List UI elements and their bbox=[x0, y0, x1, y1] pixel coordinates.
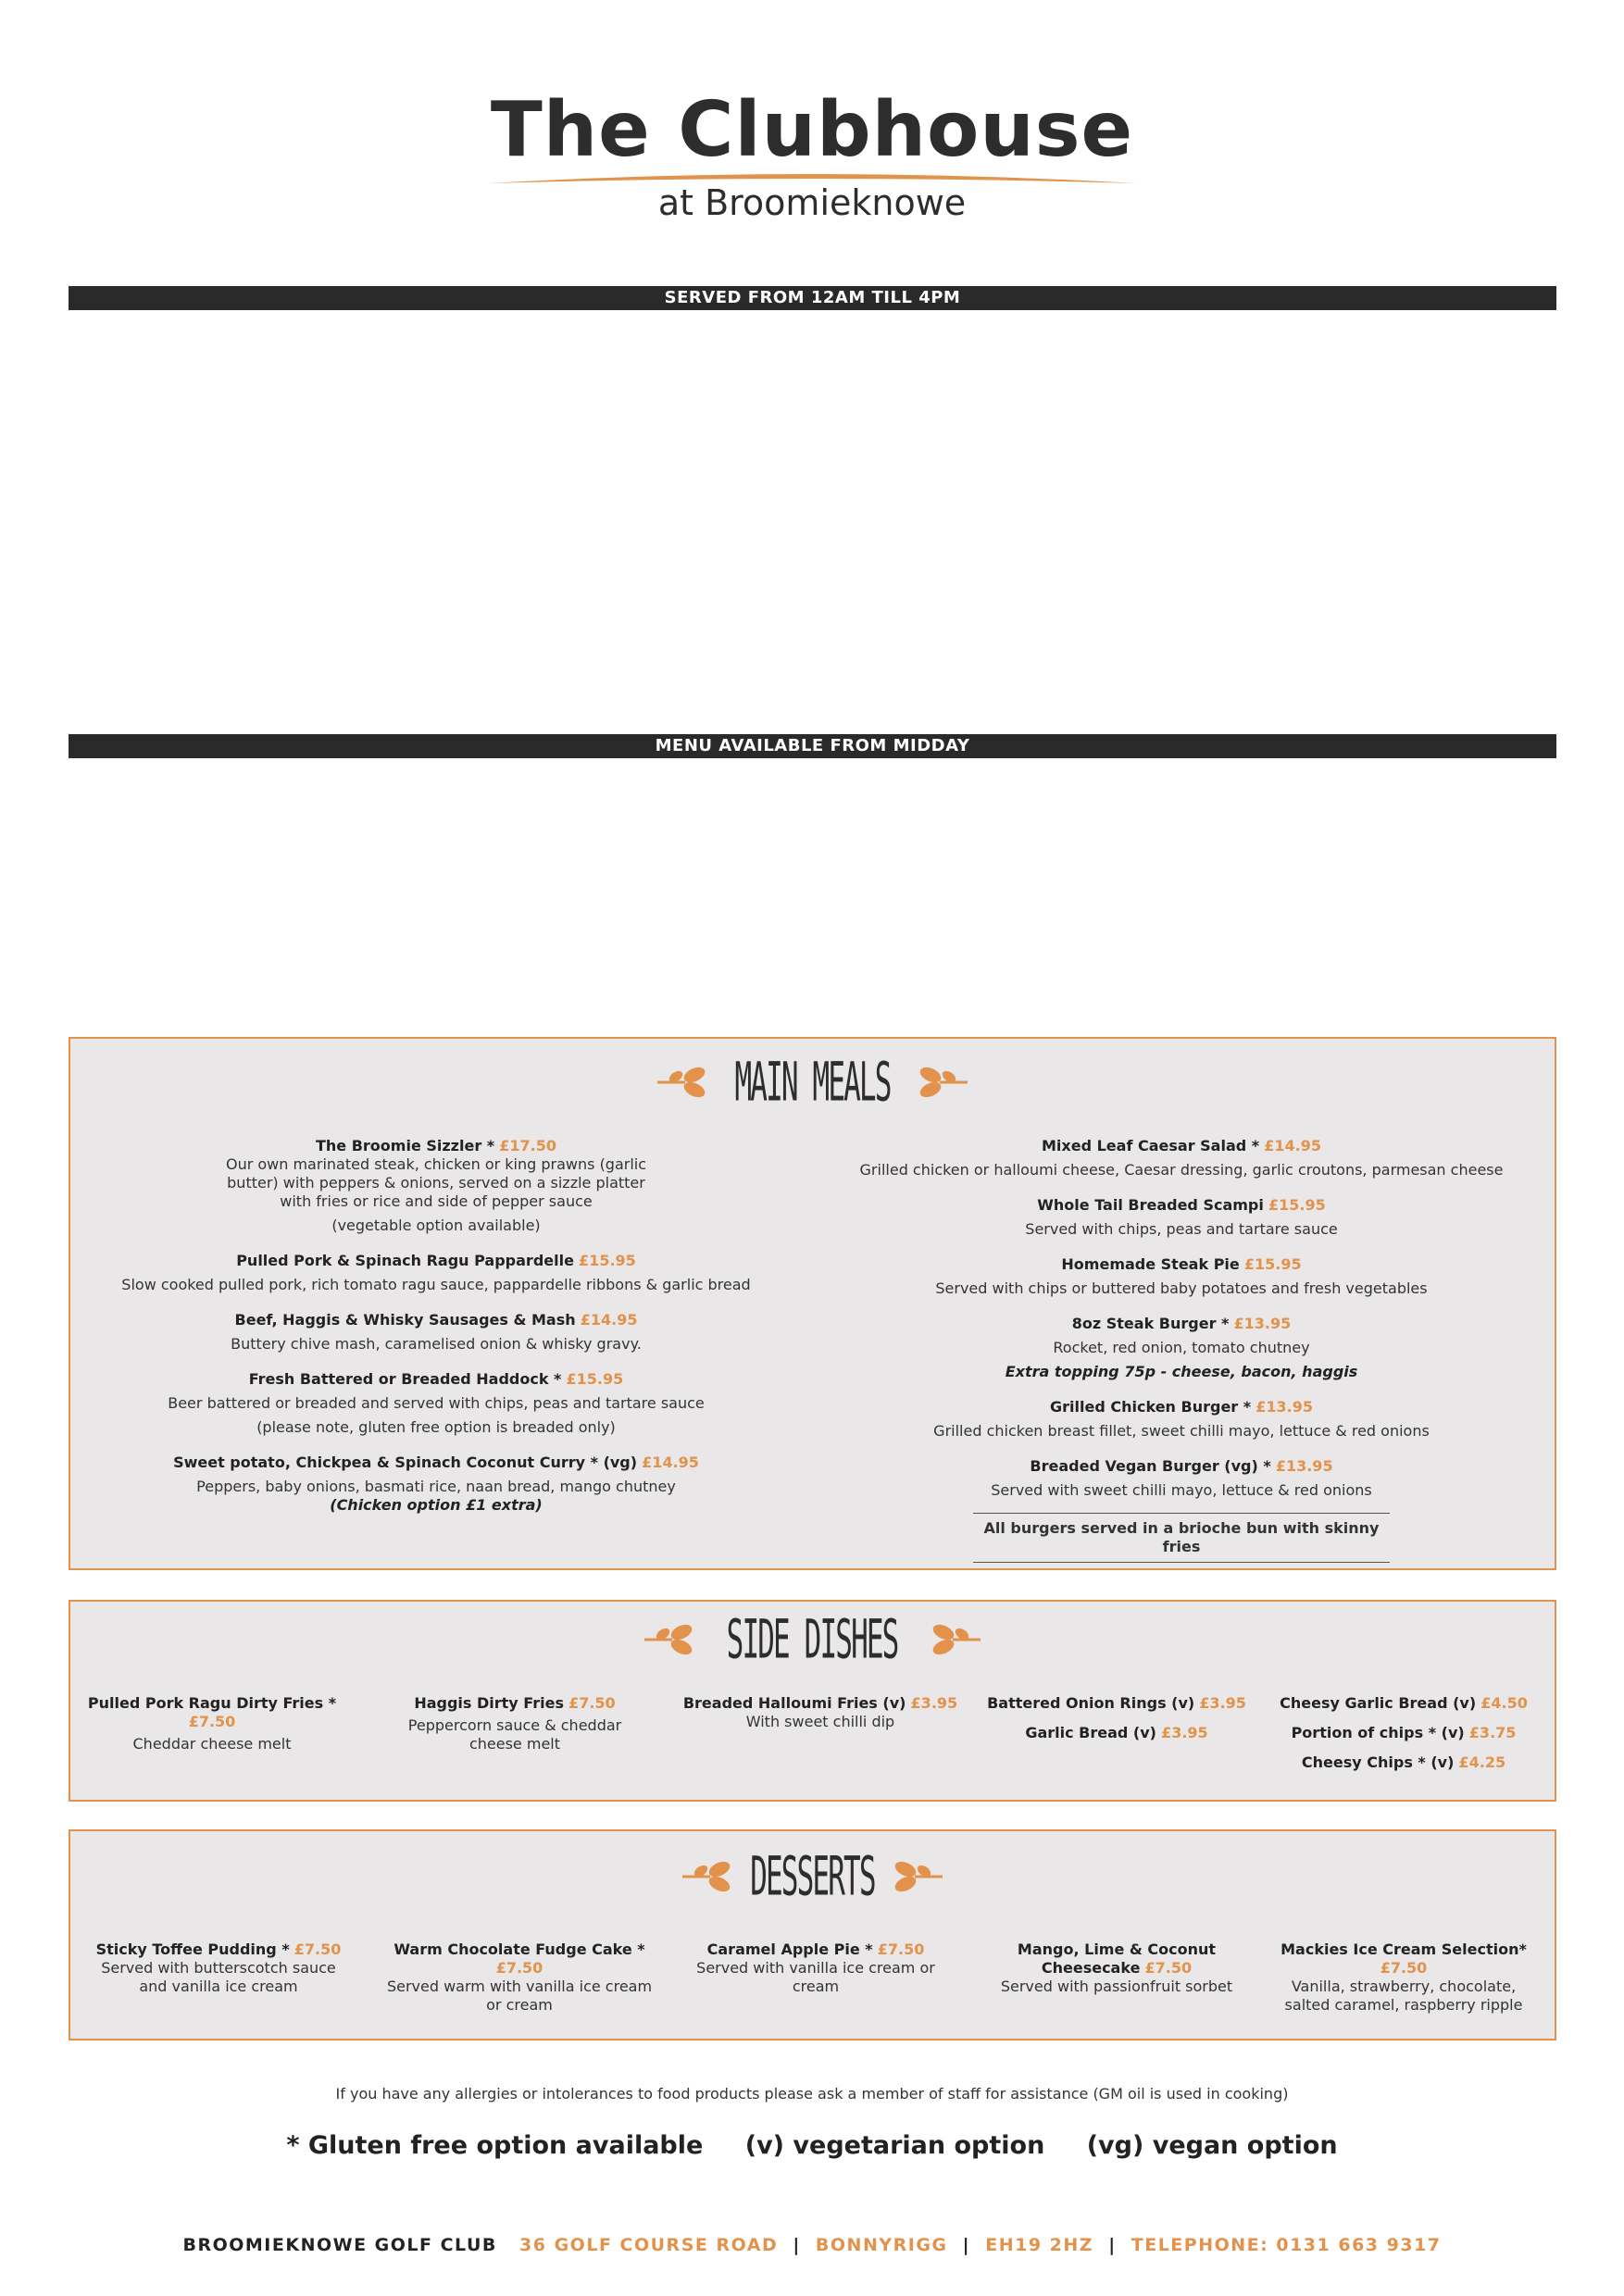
item-desc: Chipotle mash, creamy tomato & smoked paprika sauce bbox=[1345, 892, 1538, 946]
club-name: BROOMIEKNOWE GOLF CLUB bbox=[182, 2235, 497, 2255]
desserts-heading-text: DESSERTS bbox=[750, 1845, 875, 1908]
item-desc: Served with crusty roll and butter bbox=[99, 910, 266, 946]
item-desc: Grilled chicken breast fillet, sweet chilli mayo, lettuce & red onions bbox=[933, 1422, 1430, 1440]
item-name: Haggis Dirty Fries bbox=[414, 1694, 564, 1712]
sides-col-5 bbox=[1265, 1694, 1543, 1785]
leaf-right-icon bbox=[916, 1066, 968, 1099]
item-name: Grilled Chicken Burger * bbox=[1050, 1398, 1252, 1416]
item-name: Mackies Ice Cream Selection* bbox=[1280, 1940, 1527, 1958]
lunch-banner: SERVED FROM 12AM TILL 4PM bbox=[69, 286, 1556, 310]
item-desc: Buttery chive mash, caramelised onion & whisky gravy. bbox=[231, 1335, 642, 1353]
legend-vegan: (vg) vegan option bbox=[1086, 2131, 1338, 2160]
item-price: £3.95 bbox=[1161, 1724, 1208, 1741]
item-price: £7.50 bbox=[294, 1940, 342, 1958]
item-name: Whole Tail Breaded Scampi bbox=[1037, 1196, 1264, 1214]
side-item bbox=[1265, 1724, 1543, 1742]
item-name: Battered Onion Rings (v) bbox=[987, 1694, 1195, 1712]
menu-item bbox=[607, 621, 1015, 658]
item-price: £7.95 bbox=[1239, 886, 1286, 904]
legend-gluten-free: * Gluten free option available bbox=[286, 2131, 704, 2160]
starters-heading bbox=[70, 770, 1555, 833]
item-desc: Rocket, red onion, tomato chutney bbox=[1053, 1339, 1310, 1356]
side-item bbox=[1265, 1753, 1543, 1772]
lunch-col-3 bbox=[1089, 418, 1515, 658]
item-desc: Grilled chicken or halloumi cheese, Caesar dressing, garlic croutons, parmesan cheese bbox=[859, 1161, 1504, 1179]
item-extra: (Chicken option £1 extra) bbox=[330, 1496, 543, 1514]
starter-item bbox=[715, 867, 909, 942]
lunch-heading-text: LUNCH DISHES bbox=[718, 320, 906, 383]
item-name: Breakfast Rolls * (1 filling) bbox=[174, 418, 396, 435]
item-price: £10.95 bbox=[1362, 603, 1420, 620]
sides-col-4 bbox=[978, 1694, 1255, 1755]
item-name: Soup of the Day * bbox=[109, 867, 256, 885]
item-desc: Your choice of 2 fillings bbox=[726, 436, 896, 454]
item-name: Cajun Chicken, Bacon and Cheese Panini bbox=[1106, 473, 1445, 491]
item-name: Caramel Apple Pie * bbox=[706, 1940, 873, 1958]
item-desc: Creamy pulled chicken croquettes, chorizo jam bbox=[724, 905, 900, 941]
item-price: £13.95 bbox=[1255, 1398, 1313, 1416]
address-bar: BROOMIEKNOWE GOLF CLUB 36 GOLF COURSE ROAD | BONNYRIGG | EH19 2HZ | TELEPHONE: 0131 663 9317 bbox=[182, 2235, 1442, 2255]
item-price: £8.95 bbox=[851, 510, 898, 528]
item-name: Pulled Pork Ragu Dirty Fries * bbox=[87, 1694, 337, 1712]
leaf-left-icon bbox=[657, 1066, 709, 1099]
menu-item bbox=[607, 418, 1015, 497]
item-price: £7.50 bbox=[188, 1713, 236, 1730]
item-price: £7.50 bbox=[1144, 1959, 1193, 1977]
menu-item bbox=[1089, 418, 1515, 460]
item-desc: Served with butterscotch sauce and vanilla ice cream bbox=[101, 1959, 336, 1995]
item-price: £7.95 bbox=[788, 886, 836, 904]
dessert-item bbox=[1274, 1940, 1533, 2015]
menu-item bbox=[107, 1252, 765, 1294]
item-price: £7.50 bbox=[877, 1940, 925, 1958]
item-desc: Slow cooked pulled pork, rich tomato ragu sauce, pappardelle ribbons & garlic bread bbox=[121, 1276, 751, 1293]
item-name: Bagel Club Sandwich bbox=[1183, 603, 1358, 620]
menu-item bbox=[607, 510, 1015, 608]
item-name: The Broomie Sizzler * bbox=[315, 1137, 495, 1154]
item-extra: Extra topping 75p - cheese, bacon, haggis bbox=[1005, 1363, 1358, 1380]
sides-heading bbox=[70, 1608, 1555, 1671]
lunch-section bbox=[69, 286, 1556, 706]
item-desc: With sweet chilli dip bbox=[745, 1713, 895, 1730]
item-name: Sticky Toffee Pudding * bbox=[95, 1940, 290, 1958]
item-price: £15.95 bbox=[1243, 1255, 1302, 1273]
item-desc: Served with passionfruit sorbet bbox=[1000, 1978, 1233, 1995]
item-name: Pulled Pork & Spinach Ragu Pappardelle bbox=[236, 1252, 574, 1269]
item-name: Breaded Vegan Burger (vg) * bbox=[1030, 1457, 1271, 1475]
item-name: Sweet potato, Chickpea & Spinach Coconut Curry * (vg) bbox=[173, 1454, 638, 1471]
item-name: Garlic Bread (v) bbox=[1025, 1724, 1156, 1741]
item-price: £4.25 bbox=[1458, 1753, 1506, 1771]
item-extra: Extra fillings 95p bbox=[240, 479, 382, 496]
item-name: Portion of chips * (v) bbox=[1291, 1724, 1465, 1741]
dessert-item bbox=[681, 1940, 950, 1996]
item-name: Toastie bbox=[756, 418, 816, 435]
side-item bbox=[978, 1694, 1255, 1713]
side-item bbox=[681, 1694, 959, 1731]
item-desc: Raspberry & red onion marmalade bbox=[519, 892, 686, 928]
item-desc: Your choice of bacon, link sausage, lorne, haggis, black pudding, tattie scone or fried egg bbox=[128, 436, 494, 472]
leaf-right-icon bbox=[891, 785, 943, 818]
lunch-col-2 bbox=[607, 418, 1015, 671]
side-item bbox=[87, 1694, 337, 1753]
legend-vegetarian: (v) vegetarian option bbox=[744, 2131, 1045, 2160]
item-name: 8oz Steak Burger * bbox=[1071, 1315, 1230, 1332]
item-price: £10.95 bbox=[1395, 529, 1454, 546]
item-desc: Served with sweet chilli mayo, lettuce & red onions bbox=[991, 1481, 1372, 1499]
item-name: Mango, Lime & Coconut Cheesecake bbox=[1017, 1940, 1217, 1977]
menu-item bbox=[848, 1398, 1515, 1441]
item-price: £13.95 bbox=[1233, 1315, 1292, 1332]
menu-item bbox=[1089, 603, 1515, 645]
item-desc: Our own marinated steak, chicken or king prawns (garlic butter) with peppers & onions, served on a sizzle platter with fries or rice and side of pepper sauce bbox=[225, 1155, 647, 1210]
item-name: Philly Cheese Steak Ciabatta bbox=[1150, 529, 1392, 546]
item-name: Cold Filled Rolls bbox=[218, 510, 353, 528]
side-item bbox=[1265, 1694, 1543, 1713]
item-name: Haggis Bon Bons bbox=[1345, 867, 1487, 885]
mains-heading-text: MAIN MEALS bbox=[734, 1051, 891, 1114]
starters-banner: MENU AVAILABLE FROM MIDDAY bbox=[69, 734, 1556, 758]
dietary-legend bbox=[0, 2131, 1624, 2160]
item-name: Creamy Garlic mushrooms bbox=[945, 867, 1080, 904]
telephone-link[interactable]: TELEPHONE: 0131 663 9317 bbox=[1131, 2235, 1442, 2255]
item-price: £5.95 bbox=[819, 418, 867, 435]
item-name: Cullen Skink * bbox=[308, 867, 425, 885]
item-desc: Choose from: cheese, ham, onion, tomato, tuna mayo. bbox=[608, 455, 1014, 472]
item-desc: Peppercorn sauce & cheddar cheese melt bbox=[407, 1716, 622, 1753]
item-price: £8.95 bbox=[904, 621, 952, 639]
mains-col-right bbox=[848, 1137, 1515, 1563]
lunch-col-1 bbox=[107, 418, 515, 601]
dessert-item bbox=[89, 1940, 348, 1996]
item-desc: Grilled chicken, bacon, tomato mixed leaves, mayo, fries bbox=[1091, 627, 1513, 644]
item-desc: Peppers, baby onions, basmati rice, naan bread, mango chutney bbox=[196, 1478, 676, 1495]
item-price: £14.95 bbox=[1264, 1137, 1321, 1154]
item-price: £3.75 bbox=[400, 418, 448, 435]
item-desc: Your choice of 2 fillings bbox=[726, 529, 896, 546]
menu-item bbox=[107, 1370, 765, 1437]
item-desc: Your choice of cold roll and a small soup bbox=[662, 640, 960, 657]
item-desc: Grilled steak strips , onions, cream cheese, toasted ciabatta, fries bbox=[1111, 553, 1493, 589]
item-desc: Vanilla, strawberry, chocolate, salted caramel, raspberry ripple bbox=[1284, 1978, 1523, 2014]
item-desc: Served with chips, peas and tartare sauce bbox=[1025, 1220, 1338, 1238]
menu-item bbox=[107, 510, 515, 588]
item-price: £15.95 bbox=[1268, 1196, 1326, 1214]
item-desc: Beer battered or breaded and served with chips, peas and tartare sauce bbox=[168, 1394, 705, 1412]
menu-item bbox=[1089, 473, 1515, 516]
starter-item bbox=[928, 867, 1113, 960]
item-price: £17.50 bbox=[499, 1137, 556, 1154]
sides-section bbox=[69, 1600, 1556, 1802]
starters-section bbox=[69, 734, 1556, 1008]
item-desc: Grilled chicken or halloumi cheese, Caesar dressing, garlic croutons, parmesan cheese bbox=[1137, 905, 1324, 978]
dessert-item bbox=[385, 1940, 654, 2015]
item-price: £7.50 bbox=[1380, 1959, 1428, 1977]
item-price: £14.95 bbox=[642, 1454, 699, 1471]
item-price: £4.50 bbox=[1480, 1694, 1528, 1712]
item-name: Warm Chocolate Fudge Cake * bbox=[394, 1940, 645, 1958]
item-price: £7.50 bbox=[568, 1694, 616, 1712]
lunch-heading bbox=[70, 320, 1555, 383]
burger-note: All burgers served in a brioche bun with skinny fries bbox=[973, 1513, 1390, 1563]
logo-subtitle: at Broomieknowe bbox=[657, 182, 967, 223]
dessert-item bbox=[987, 1940, 1246, 1996]
item-note: (vegetable option available) bbox=[331, 1217, 541, 1234]
logo-title: The Clubhouse bbox=[490, 86, 1134, 174]
item-name: Cheesy Garlic Bread (v) bbox=[1280, 1694, 1477, 1712]
side-item bbox=[978, 1724, 1255, 1742]
item-note: (please note, gluten free option is breaded only) bbox=[256, 1418, 616, 1436]
item-price: £3.75 bbox=[356, 510, 404, 528]
item-price: £7.50 bbox=[158, 886, 206, 904]
starter-item bbox=[1344, 867, 1539, 947]
menu-item bbox=[848, 1196, 1515, 1239]
mains-heading bbox=[70, 1051, 1555, 1114]
item-price: £13.95 bbox=[1275, 1457, 1333, 1475]
menu-item bbox=[848, 1457, 1515, 1500]
item-desc: Served with skinny fries bbox=[1213, 497, 1391, 515]
item-desc: Traditional, Scottish soup with Finnan haddock & potatoes, crusty mini roll bbox=[299, 892, 486, 946]
sides-heading-text: SIDE DISHES bbox=[727, 1608, 898, 1671]
item-price: £14.95 bbox=[580, 1311, 638, 1329]
menu-item bbox=[107, 1454, 765, 1515]
item-name: Bacon, Brie and Cranberry Panini bbox=[1137, 418, 1415, 435]
town: BONNYRIGG bbox=[815, 2235, 948, 2255]
item-name: Cheesy Chips * (v) bbox=[1301, 1753, 1455, 1771]
menu-item bbox=[107, 1311, 765, 1354]
leaf-right-icon bbox=[891, 1860, 943, 1893]
menu-item bbox=[848, 1255, 1515, 1298]
menu-item bbox=[107, 1137, 765, 1235]
item-price: £15.95 bbox=[566, 1370, 624, 1388]
item-price: £3.95 bbox=[1199, 1694, 1246, 1712]
item-name: Mixed Leaf Caesar Salad * bbox=[1042, 1137, 1260, 1154]
item-price: £7.95 bbox=[1047, 886, 1095, 904]
item-price: £7.50 bbox=[495, 1959, 543, 1977]
item-extra: Extra fillings 50p bbox=[240, 569, 382, 587]
item-name: Homemade Steak Pie bbox=[1061, 1255, 1240, 1273]
logo bbox=[0, 86, 1624, 223]
item-price: £7.95 bbox=[653, 867, 700, 885]
item-name: Fresh Battered or Breaded Haddock * bbox=[248, 1370, 562, 1388]
item-extra: Extra fillings 50p bbox=[740, 590, 882, 607]
menu-item bbox=[1089, 529, 1515, 590]
item-desc: Cheddar cheese melt bbox=[132, 1735, 292, 1753]
item-name: Beef, Haggis & Whisky Sausages & Mash bbox=[234, 1311, 576, 1329]
item-extra: Extra fillings 50p bbox=[740, 479, 882, 496]
item-name: Toastie Combo bbox=[724, 510, 846, 528]
leaf-right-icon bbox=[929, 1623, 981, 1656]
item-price: £7.95 bbox=[1491, 867, 1538, 885]
leaf-right-icon bbox=[941, 335, 993, 368]
item-desc: Your choice of 2 fillings bbox=[226, 529, 396, 546]
street-address: 36 GOLF COURSE ROAD bbox=[519, 2235, 779, 2255]
desserts-heading bbox=[70, 1845, 1555, 1908]
desserts-section bbox=[69, 1829, 1556, 2040]
item-desc: Choose from: cheese, ham, onion, tomato, tuna mayo. Served with a small soup or skinny fries bbox=[608, 547, 1014, 583]
mains-col-left bbox=[107, 1137, 765, 1528]
item-name: Breaded Halloumi Fries (v) bbox=[682, 1694, 906, 1712]
postcode: EH19 2HZ bbox=[985, 2235, 1094, 2255]
item-price: £15.95 bbox=[579, 1252, 636, 1269]
item-name: Deep Fried Brie * bbox=[506, 867, 648, 885]
item-desc: Served with vanilla ice cream or cream bbox=[696, 1959, 935, 1995]
item-price: £9.95 bbox=[1418, 418, 1467, 435]
starter-item bbox=[293, 867, 493, 947]
leaf-left-icon bbox=[644, 1623, 696, 1656]
item-desc: Served warm with vanilla ice cream or cream bbox=[386, 1978, 653, 2014]
item-desc: Mushrooms served on toasted focaccia, parmesan, peas shoots bbox=[933, 905, 1107, 959]
item-price: £9.95 bbox=[1449, 473, 1497, 491]
item-price: £3.95 bbox=[910, 1694, 958, 1712]
side-item bbox=[385, 1694, 644, 1753]
item-desc: Served with skinny fries bbox=[1213, 442, 1391, 459]
item-name: Filled Roll and Soup Combo bbox=[670, 621, 900, 639]
item-desc: Choose from: cheese, ham, onion, tomato, tuna mayo bbox=[110, 547, 512, 565]
menu-item bbox=[107, 418, 515, 497]
starter-item bbox=[85, 867, 280, 947]
item-name: Mixed Leaf Caesar Salad * bbox=[1154, 867, 1307, 904]
item-price: £8.50 bbox=[430, 867, 477, 885]
leaf-left-icon bbox=[682, 785, 734, 818]
mains-section bbox=[69, 1037, 1556, 1570]
item-desc: Served with chips or buttered baby potatoes and fresh vegetables bbox=[935, 1279, 1428, 1297]
item-price: £3.75 bbox=[1468, 1724, 1517, 1741]
starters-heading-text: STARTERS bbox=[750, 770, 875, 833]
leaf-left-icon bbox=[682, 1860, 734, 1893]
starter-item bbox=[1133, 867, 1328, 979]
leaf-left-icon bbox=[632, 335, 684, 368]
menu-item bbox=[848, 1315, 1515, 1381]
item-name: Chicken Croquettes * bbox=[723, 867, 901, 885]
starter-item bbox=[506, 867, 700, 929]
allergy-notice: If you have any allergies or intolerances to food products please ask a member of staff for assistance (GM oil is used in cooking) bbox=[335, 2085, 1289, 2103]
menu-item bbox=[848, 1137, 1515, 1179]
